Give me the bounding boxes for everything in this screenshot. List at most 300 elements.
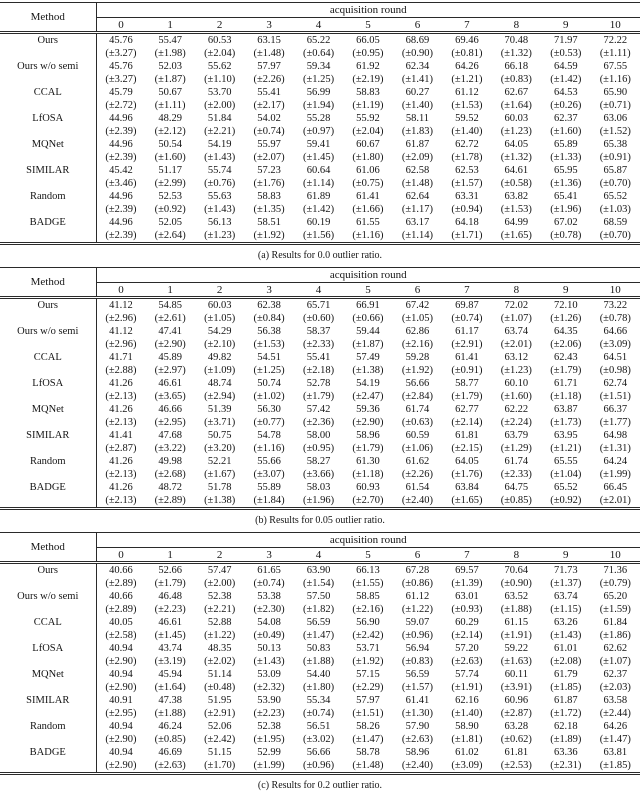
- std-cell: (±2.91): [204, 708, 236, 719]
- method-mean-row: [0, 298, 640, 313]
- std-cell: (±1.43): [204, 152, 236, 163]
- mean-cell: 63.28: [504, 721, 529, 732]
- mean-cell: 62.22: [504, 404, 529, 415]
- mean-cell: 41.26: [109, 482, 133, 493]
- mean-cell: 65.38: [603, 139, 628, 150]
- std-cell: (±2.13): [105, 469, 137, 480]
- std-cell: (±1.88): [154, 708, 186, 719]
- method-mean-row: [0, 694, 640, 707]
- mean-cell: 63.26: [553, 617, 578, 628]
- mean-cell: 58.03: [306, 482, 331, 493]
- header-group-row: [0, 533, 640, 548]
- std-cell: (±2.16): [401, 339, 434, 350]
- method-cell: SIMILAR: [0, 694, 96, 707]
- mean-cell: 50.75: [207, 430, 232, 441]
- mean-cell: 58.11: [405, 113, 430, 124]
- mean-cell: 52.38: [257, 721, 281, 732]
- std-cell: (±1.99): [244, 759, 293, 774]
- method-std-row: [0, 47, 640, 60]
- std-cell: (±3.46): [105, 178, 137, 189]
- mean-cell: 52.88: [207, 617, 232, 628]
- mean-cell: 66.18: [504, 61, 529, 72]
- std-cell: (±0.74): [302, 708, 335, 719]
- mean-cell: 52.21: [207, 456, 232, 467]
- std-cell: (±3.09): [599, 339, 631, 350]
- std-cell: (±0.60): [302, 313, 335, 324]
- mean-cell: 45.76: [109, 61, 133, 72]
- mean-cell: 65.41: [553, 191, 578, 202]
- mean-cell: 50.67: [158, 87, 182, 98]
- mean-cell: 46.61: [158, 378, 182, 389]
- std-cell: (±2.01): [591, 494, 640, 509]
- mean-cell: 46.69: [158, 747, 182, 758]
- method-cell: CCAL: [0, 351, 96, 364]
- mean-cell: 58.85: [356, 591, 380, 602]
- std-cell: (±2.63): [451, 656, 483, 667]
- method-cell-spacer: [0, 577, 96, 590]
- mean-cell: 55.28: [306, 113, 331, 124]
- mean-cell: 52.53: [158, 191, 182, 202]
- method-std-row: [0, 99, 640, 112]
- std-cell: (±1.52): [599, 126, 631, 137]
- std-cell: (±1.16): [599, 74, 631, 85]
- std-cell: (±1.57): [451, 178, 483, 189]
- mean-cell: 61.87: [405, 139, 430, 150]
- round-header-4: 4: [294, 18, 343, 33]
- std-cell: (±1.65): [442, 494, 491, 509]
- mean-cell: 61.15: [504, 617, 529, 628]
- std-cell: (±2.47): [352, 391, 384, 402]
- mean-cell: 45.94: [158, 669, 182, 680]
- std-cell: (±1.47): [352, 734, 384, 745]
- std-cell: (±2.96): [105, 313, 137, 324]
- method-std-row: [0, 468, 640, 481]
- method-cell-spacer: [0, 707, 96, 720]
- round-header-8: 8: [492, 548, 541, 563]
- mean-cell: 58.83: [356, 87, 380, 98]
- std-cell: (±1.91): [500, 630, 532, 641]
- std-cell: (±2.95): [105, 708, 137, 719]
- std-cell: (±1.92): [244, 229, 293, 244]
- mean-cell: 65.52: [553, 482, 578, 493]
- std-cell: (±2.95): [154, 417, 186, 428]
- std-cell: (±0.83): [401, 656, 434, 667]
- mean-cell: 64.26: [455, 61, 479, 72]
- std-cell: (±2.97): [154, 365, 186, 376]
- std-cell: (±1.09): [204, 365, 236, 376]
- std-cell: (±2.06): [550, 339, 582, 350]
- round-header-1: 1: [145, 548, 194, 563]
- method-mean-row: [0, 642, 640, 655]
- std-cell: (±0.84): [253, 313, 285, 324]
- mean-cell: 58.51: [257, 217, 281, 228]
- acquisition-round-header: acquisition round: [96, 268, 640, 283]
- std-cell: (±1.94): [302, 100, 335, 111]
- method-std-row: [0, 364, 640, 377]
- std-cell: (±2.42): [352, 630, 384, 641]
- std-cell: (±0.98): [599, 365, 631, 376]
- method-cell: LfOSA: [0, 112, 96, 125]
- std-cell: (±1.39): [451, 578, 483, 589]
- mean-cell: 41.71: [109, 352, 133, 363]
- mean-cell: 40.94: [109, 721, 133, 732]
- std-cell: (±0.95): [302, 443, 335, 454]
- mean-cell: 63.74: [504, 326, 529, 337]
- std-cell: (±1.16): [343, 229, 392, 244]
- std-cell: (±1.92): [352, 656, 384, 667]
- round-header-10: 10: [591, 283, 640, 298]
- mean-cell: 60.93: [356, 482, 380, 493]
- std-cell: (±2.18): [302, 365, 335, 376]
- std-cell: (±2.12): [154, 126, 186, 137]
- std-cell: (±2.13): [96, 494, 145, 509]
- mean-cell: 55.92: [356, 113, 380, 124]
- std-cell: (±2.32): [253, 682, 285, 693]
- mean-cell: 60.53: [207, 35, 232, 46]
- round-header-0: 0: [96, 548, 145, 563]
- method-mean-row: [0, 616, 640, 629]
- round-header-10: 10: [591, 18, 640, 33]
- results-table-block-a: [0, 2, 640, 261]
- std-cell: (±2.15): [451, 443, 483, 454]
- std-cell: (±0.62): [500, 734, 532, 745]
- mean-cell: 45.42: [109, 165, 133, 176]
- std-cell: (±1.53): [500, 204, 532, 215]
- std-cell: (±0.96): [401, 630, 434, 641]
- mean-cell: 63.82: [504, 191, 529, 202]
- std-cell: (±1.51): [352, 708, 384, 719]
- method-cell: CCAL: [0, 86, 96, 99]
- mean-cell: 50.83: [306, 643, 331, 654]
- mean-cell: 44.96: [109, 113, 133, 124]
- results-table-block-c: [0, 532, 640, 791]
- method-cell-spacer: [0, 99, 96, 112]
- mean-cell: 58.78: [356, 747, 380, 758]
- mean-cell: 52.06: [207, 721, 232, 732]
- std-cell: (±1.88): [500, 604, 532, 615]
- std-cell: (±0.48): [204, 682, 236, 693]
- mean-cell: 53.71: [356, 643, 380, 654]
- results-table-b: [0, 267, 640, 510]
- mean-cell: 46.61: [158, 617, 182, 628]
- std-cell: (±3.22): [154, 443, 186, 454]
- std-cell: (±2.04): [352, 126, 384, 137]
- std-cell: (±1.38): [195, 494, 244, 509]
- mean-cell: 69.87: [455, 300, 479, 311]
- mean-cell: 58.27: [306, 456, 331, 467]
- mean-cell: 62.37: [553, 113, 578, 124]
- std-cell: (±2.04): [204, 48, 236, 59]
- method-mean-row: [0, 33, 640, 48]
- std-cell: (±1.79): [451, 391, 483, 402]
- std-cell: (±0.26): [550, 100, 582, 111]
- std-cell: (±0.97): [302, 126, 335, 137]
- std-cell: (±2.91): [451, 339, 483, 350]
- mean-cell: 61.79: [553, 669, 578, 680]
- mean-cell: 66.05: [356, 35, 380, 46]
- mean-cell: 40.94: [109, 643, 133, 654]
- std-cell: (±1.63): [500, 656, 532, 667]
- mean-cell: 55.47: [158, 35, 182, 46]
- std-cell: (±2.63): [401, 734, 434, 745]
- mean-cell: 72.02: [504, 300, 529, 311]
- std-cell: (±1.21): [550, 443, 582, 454]
- mean-cell: 59.28: [405, 352, 430, 363]
- method-cell-spacer: [0, 629, 96, 642]
- mean-cell: 40.05: [109, 617, 133, 628]
- std-cell: (±2.23): [154, 604, 186, 615]
- std-cell: (±2.96): [105, 339, 137, 350]
- std-cell: (±1.72): [550, 708, 582, 719]
- std-cell: (±1.92): [401, 365, 434, 376]
- std-cell: (±1.11): [154, 100, 186, 111]
- std-cell: (±1.11): [599, 48, 631, 59]
- method-mean-row: [0, 455, 640, 468]
- mean-cell: 64.05: [455, 456, 479, 467]
- method-cell: CCAL: [0, 616, 96, 629]
- mean-cell: 61.41: [455, 352, 479, 363]
- mean-cell: 51.14: [207, 669, 232, 680]
- std-cell: (±2.21): [204, 604, 236, 615]
- method-mean-row: [0, 429, 640, 442]
- mean-cell: 56.99: [306, 87, 331, 98]
- method-std-row: [0, 577, 640, 590]
- std-cell: (±0.77): [253, 417, 285, 428]
- std-cell: (±1.96): [294, 494, 343, 509]
- acquisition-round-header: acquisition round: [96, 3, 640, 18]
- round-header-9: 9: [541, 283, 590, 298]
- std-cell: (±2.09): [401, 152, 434, 163]
- std-cell: (±3.66): [302, 469, 335, 480]
- mean-cell: 64.99: [504, 217, 529, 228]
- mean-cell: 51.78: [207, 482, 232, 493]
- method-column-header: Method: [0, 533, 96, 563]
- std-cell: (±1.55): [352, 578, 384, 589]
- mean-cell: 67.55: [603, 61, 628, 72]
- std-cell: (±2.58): [105, 630, 137, 641]
- std-cell: (±1.18): [352, 469, 384, 480]
- mean-cell: 62.72: [455, 139, 479, 150]
- mean-cell: 64.98: [603, 430, 628, 441]
- std-cell: (±1.78): [451, 152, 483, 163]
- std-cell: (±2.21): [204, 126, 236, 137]
- mean-cell: 59.07: [405, 617, 430, 628]
- mean-cell: 41.12: [109, 300, 133, 311]
- method-std-row: [0, 442, 640, 455]
- std-cell: (±1.76): [253, 178, 285, 189]
- std-cell: (±1.60): [500, 391, 532, 402]
- std-cell: (±0.90): [500, 578, 532, 589]
- method-mean-row: [0, 325, 640, 338]
- mean-cell: 61.17: [455, 326, 479, 337]
- mean-cell: 59.34: [306, 61, 331, 72]
- mean-cell: 67.02: [553, 217, 578, 228]
- mean-cell: 57.49: [356, 352, 380, 363]
- std-cell: (±2.70): [343, 494, 392, 509]
- method-cell-spacer: [0, 312, 96, 325]
- mean-cell: 61.62: [405, 456, 430, 467]
- mean-cell: 40.94: [109, 747, 133, 758]
- mean-cell: 63.95: [553, 430, 578, 441]
- mean-cell: 60.03: [504, 113, 529, 124]
- std-cell: (±1.16): [253, 443, 285, 454]
- mean-cell: 64.18: [455, 217, 479, 228]
- mean-cell: 65.52: [603, 191, 628, 202]
- mean-cell: 58.96: [356, 430, 380, 441]
- std-cell: (±3.02): [302, 734, 335, 745]
- mean-cell: 62.18: [553, 721, 578, 732]
- std-cell: (±3.07): [253, 469, 285, 480]
- method-cell: Ours w/o semi: [0, 590, 96, 603]
- table-caption-c: (c) Results for 0.2 outlier ratio.: [257, 780, 383, 791]
- mean-cell: 61.81: [455, 430, 479, 441]
- round-header-0: 0: [96, 283, 145, 298]
- std-cell: (±1.32): [500, 48, 532, 59]
- mean-cell: 60.10: [504, 378, 529, 389]
- method-mean-row: [0, 60, 640, 73]
- std-cell: (±1.98): [154, 48, 186, 59]
- std-cell: (±2.90): [105, 656, 137, 667]
- std-cell: (±1.47): [599, 734, 631, 745]
- std-cell: (±0.95): [352, 48, 384, 59]
- mean-cell: 61.41: [356, 191, 380, 202]
- std-cell: (±1.40): [401, 100, 434, 111]
- round-numbers-row: [0, 18, 640, 33]
- mean-cell: 53.90: [257, 695, 281, 706]
- std-cell: (±1.45): [154, 630, 186, 641]
- round-header-0: 0: [96, 18, 145, 33]
- std-cell: (±2.90): [96, 759, 145, 774]
- std-cell: (±2.07): [253, 152, 285, 163]
- round-header-4: 4: [294, 548, 343, 563]
- method-mean-row: [0, 351, 640, 364]
- std-cell: (±1.02): [253, 391, 285, 402]
- std-cell: (±1.14): [393, 229, 442, 244]
- round-header-5: 5: [343, 18, 392, 33]
- std-cell: (±1.48): [401, 178, 434, 189]
- method-std-row: [0, 151, 640, 164]
- std-cell: (±0.70): [591, 229, 640, 244]
- std-cell: (±1.40): [451, 126, 483, 137]
- std-cell: (±2.39): [105, 152, 137, 163]
- method-cell-spacer: [0, 733, 96, 746]
- std-cell: (±1.51): [599, 391, 631, 402]
- std-cell: (±2.72): [105, 100, 137, 111]
- std-cell: (±1.89): [550, 734, 582, 745]
- std-cell: (±1.79): [352, 443, 384, 454]
- mean-cell: 52.03: [158, 61, 182, 72]
- mean-cell: 57.23: [257, 165, 281, 176]
- std-cell: (±2.31): [541, 759, 590, 774]
- mean-cell: 46.48: [158, 591, 182, 602]
- std-cell: (±1.47): [302, 630, 335, 641]
- mean-cell: 56.38: [257, 326, 281, 337]
- method-std-row: [0, 177, 640, 190]
- results-table-block-b: [0, 267, 640, 526]
- std-cell: (±1.23): [195, 229, 244, 244]
- mean-cell: 64.35: [553, 326, 578, 337]
- mean-cell: 61.12: [405, 591, 430, 602]
- std-cell: (±2.89): [105, 604, 137, 615]
- method-mean-row: [0, 746, 640, 759]
- method-cell: LfOSA: [0, 377, 96, 390]
- std-cell: (±2.89): [145, 494, 194, 509]
- std-cell: (±1.70): [195, 759, 244, 774]
- mean-cell: 61.55: [356, 217, 380, 228]
- mean-cell: 61.01: [553, 643, 578, 654]
- mean-cell: 65.22: [306, 35, 331, 46]
- mean-cell: 46.24: [158, 721, 182, 732]
- method-cell: BADGE: [0, 216, 96, 229]
- mean-cell: 54.78: [257, 430, 281, 441]
- mean-cell: 47.68: [158, 430, 182, 441]
- std-cell: (±2.13): [105, 417, 137, 428]
- mean-cell: 45.79: [109, 87, 133, 98]
- std-cell: (±0.74): [253, 578, 285, 589]
- mean-cell: 48.29: [158, 113, 182, 124]
- mean-cell: 60.29: [455, 617, 479, 628]
- mean-cell: 56.94: [405, 643, 430, 654]
- mean-cell: 61.12: [455, 87, 479, 98]
- std-cell: (±2.39): [105, 126, 137, 137]
- mean-cell: 41.26: [109, 378, 133, 389]
- mean-cell: 64.61: [504, 165, 529, 176]
- std-cell: (±1.59): [599, 604, 631, 615]
- std-cell: (±0.96): [294, 759, 343, 774]
- method-mean-row: [0, 112, 640, 125]
- mean-cell: 58.90: [455, 721, 479, 732]
- mean-cell: 64.66: [603, 326, 628, 337]
- std-cell: (±0.75): [352, 178, 384, 189]
- mean-cell: 71.73: [553, 565, 578, 576]
- std-cell: (±1.43): [550, 630, 582, 641]
- mean-cell: 63.52: [504, 591, 529, 602]
- std-cell: (±2.40): [393, 494, 442, 509]
- std-cell: (±0.79): [599, 578, 631, 589]
- std-cell: (±0.66): [352, 313, 384, 324]
- mean-cell: 62.77: [455, 404, 479, 415]
- std-cell: (±2.53): [492, 759, 541, 774]
- std-cell: (±2.08): [550, 656, 582, 667]
- method-cell-spacer: [0, 603, 96, 616]
- std-cell: (±1.60): [550, 126, 582, 137]
- round-header-2: 2: [195, 548, 244, 563]
- method-cell: BADGE: [0, 746, 96, 759]
- mean-cell: 56.59: [306, 617, 331, 628]
- std-cell: (±0.92): [154, 204, 186, 215]
- std-cell: (±2.39): [96, 229, 145, 244]
- mean-cell: 55.74: [207, 165, 232, 176]
- std-cell: (±0.92): [541, 494, 590, 509]
- method-cell-spacer: [0, 151, 96, 164]
- mean-cell: 61.92: [356, 61, 380, 72]
- mean-cell: 59.41: [306, 139, 331, 150]
- method-std-row: [0, 655, 640, 668]
- mean-cell: 59.52: [455, 113, 479, 124]
- round-header-10: 10: [591, 548, 640, 563]
- std-cell: (±2.42): [204, 734, 236, 745]
- method-std-row: [0, 312, 640, 325]
- mean-cell: 50.54: [158, 139, 182, 150]
- std-cell: (±0.90): [401, 48, 434, 59]
- std-cell: (±1.43): [204, 204, 236, 215]
- mean-cell: 53.70: [207, 87, 232, 98]
- std-cell: (±2.17): [253, 100, 285, 111]
- method-cell-spacer: [0, 73, 96, 86]
- mean-cell: 68.69: [405, 35, 430, 46]
- std-cell: (±1.03): [599, 204, 631, 215]
- mean-cell: 61.06: [356, 165, 380, 176]
